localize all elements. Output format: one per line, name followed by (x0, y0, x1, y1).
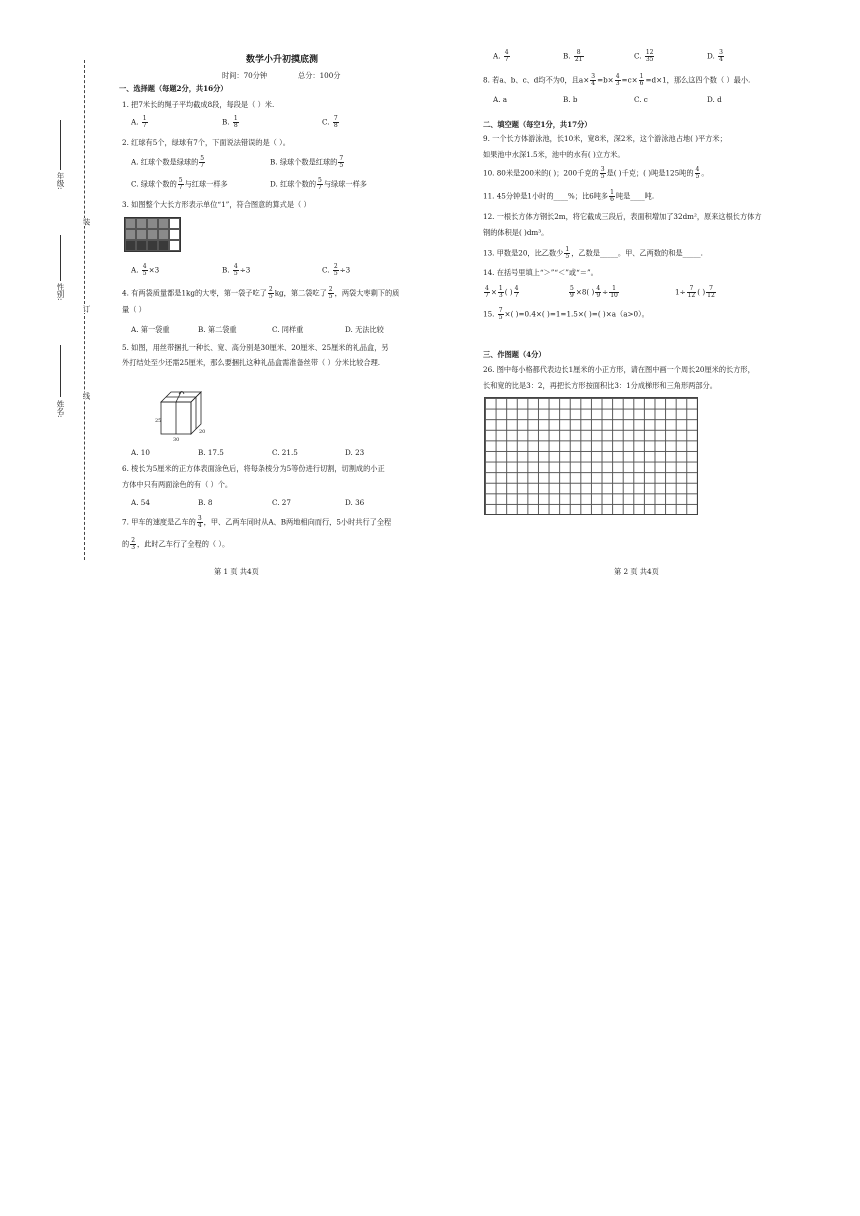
q6-line-2: 方体中只有两面涂色的有（ ）个。 (122, 480, 233, 489)
q6-option-a[interactable]: A. 54 (131, 498, 150, 507)
q2-text: 2. 红球有5个，绿球有7个，下面说法错误的是（ ）。 (122, 138, 290, 147)
section-2-heading: 二、填空题（每空1分，共17分） (483, 120, 592, 129)
q5-option-b[interactable]: B. 17.5 (198, 448, 224, 457)
q5-option-c[interactable]: C. 21.5 (272, 448, 298, 457)
q9-line-1: 9. 一个长方体游泳池，长10米，宽8米，深2米，这个游泳池占地( )平方米； (483, 134, 727, 143)
q6-option-d[interactable]: D. 36 (345, 498, 365, 507)
q7-line-2: 的 $\frac{2}{3}$ ，此时乙车行了全程的（ ）。 (122, 537, 230, 551)
q7-option-a[interactable]: A. $\frac{4}{7}$ (493, 49, 509, 63)
q3-rectangle-figure (124, 217, 181, 252)
grade-label: 年级: (56, 172, 65, 190)
name-label: 姓名: (56, 400, 65, 418)
q3-option-b[interactable]: B. $\frac{4}{5}$ ÷3 (222, 263, 251, 277)
q1-text: 1. 把7米长的绳子平均截成8段，每段是（ ）米. (122, 100, 275, 109)
q5-option-d[interactable]: D. 23 (345, 448, 365, 457)
page1-footer: 第 1 页 共4页 (214, 567, 259, 576)
q11-text: 11. 45分钟是1小时的____%；比6吨多 $\frac{1}{6}$ 吨是____吨. (483, 189, 655, 203)
q15-text: 15. $\frac{7}{5}$ ×( )=0.4×( )=1=1.5×( )=( )×a（a>0）。 (483, 307, 649, 321)
q12-line-1: 12. 一根长方体方钢长2m，将它截成三段后，表面积增加了32dm²，原来这根长方体方 (483, 212, 762, 221)
q5-option-a[interactable]: A. 10 (131, 448, 150, 457)
q1-option-c[interactable]: C. $\frac{7}{8}$ (322, 115, 338, 129)
q2-option-b[interactable]: B. 绿球个数是红球的 $\frac{7}{5}$ (270, 155, 344, 169)
q8-option-a[interactable]: A. a (493, 95, 508, 104)
q5-line-1: 5. 如图，用丝带捆扎一种长、宽、高分别是30厘米、20厘米、25厘米的礼品盒，另 (122, 343, 389, 352)
q8-option-c[interactable]: C. c (634, 95, 648, 104)
q14-item-3[interactable]: 1÷ $\frac{7}{12}$ ( ) $\frac{7}{12}$ (675, 285, 715, 299)
q7-option-c[interactable]: C. $\frac{12}{35}$ (634, 49, 654, 63)
q14-item-2[interactable]: $\frac{5}{9}$ ×8( ) $\frac{4}{9}$ ÷ $\frac{1}{10}$ (570, 285, 618, 299)
q7-option-d[interactable]: D. $\frac{3}{4}$ (707, 49, 723, 63)
q4-option-b[interactable]: B. 第二袋重 (198, 325, 237, 334)
q6-option-b[interactable]: B. 8 (198, 498, 213, 507)
binding-ding: 订 (82, 305, 91, 313)
exam-time: 时间：70分钟 (222, 71, 268, 80)
grade-blank-line[interactable] (60, 120, 61, 170)
q7-line-1: 7. 甲车的速度是乙车的 $\frac{3}{4}$ ，甲、乙两车同时从A、B两地相向而行，5小时共行了全程 (122, 515, 392, 529)
q3-text: 3. 如图整个大长方形表示单位“1”，符合图意的算式是（ ） (122, 200, 311, 209)
q4-option-d[interactable]: D. 无法比较 (345, 325, 384, 334)
q2-option-a[interactable]: A. 红球个数是绿球的 $\frac{5}{7}$ (131, 155, 205, 169)
q13-text: 13. 甲数是20，比乙数少 $\frac{1}{5}$ ，乙数是_____。甲、乙两数的和是_____. (483, 246, 703, 260)
q8-option-b[interactable]: B. b (563, 95, 578, 104)
page2-footer: 第 2 页 共4页 (614, 567, 659, 576)
q9-line-2: 如果池中水深1.5米，池中的水有( )立方米。 (483, 150, 625, 159)
q3-option-a[interactable]: A. $\frac{4}{5}$ ×3 (131, 263, 160, 277)
box-label-height: 25 (155, 418, 162, 424)
exam-score: 总分：100分 (298, 71, 341, 80)
q5-line-2: 外打结处至少还需25厘米，那么要捆扎这种礼品盒需准备丝带（ ）分米比较合理. (122, 358, 381, 367)
q2-option-c[interactable]: C. 绿球个数的 $\frac{5}{7}$ 与红球一样多 (131, 177, 228, 191)
q26-drawing-grid[interactable] (484, 397, 698, 515)
q14-item-1[interactable]: $\frac{4}{7}$ × $\frac{1}{3}$ ( ) $\frac{4}{7}$ (485, 285, 519, 299)
q4-line-1: 4. 有两袋质量都是1kg的大枣，第一袋子吃了 $\frac{2}{5}$ kg，第二袋吃了 $\frac{2}{5}$ ，两袋大枣剩下的质 (122, 286, 400, 300)
exam-title: 数学小升初摸底测 (246, 55, 319, 65)
gender-label: 性别: (56, 283, 65, 301)
q1-option-b[interactable]: B. $\frac{1}{8}$ (222, 115, 238, 129)
section-3-heading: 三、作图题（4分） (483, 350, 546, 359)
q12-line-2: 钢的体积是( )dm³。 (483, 228, 549, 237)
q3-option-c[interactable]: C. $\frac{2}{5}$ ÷3 (322, 263, 351, 277)
q7-option-b[interactable]: B. $\frac{8}{21}$ (563, 49, 583, 63)
binding-xian: 线 (82, 392, 91, 400)
binding-zhuang: 装 (82, 218, 91, 226)
q10-text: 10. 80米是200米的( )；200千克的 $\frac{3}{5}$ 是( )千克；( )吨是125吨的 $\frac{4}{5}$ 。 (483, 166, 709, 180)
q1-option-a[interactable]: A. $\frac{1}{7}$ (131, 115, 147, 129)
q6-line-1: 6. 棱长为5厘米的正方体表面涂色后，将每条棱分为5等份进行切割，切割成的小正 (122, 464, 385, 473)
name-blank-line[interactable] (60, 345, 61, 397)
box-label-width: 20 (199, 429, 206, 435)
gift-box-figure (155, 388, 215, 443)
q8-option-d[interactable]: D. d (707, 95, 722, 104)
q26-line-1: 26. 图中每小格都代表边长1厘米的小正方形，请在图中画一个周长20厘米的长方形， (483, 365, 755, 374)
q2-option-d[interactable]: D. 红球个数的 $\frac{5}{7}$ 与绿球一样多 (270, 177, 367, 191)
q26-line-2: 长和宽的比是3：2，再把长方形按面积比3：1分成梯形和三角形两部分。 (483, 381, 717, 390)
box-label-length: 30 (173, 437, 180, 443)
q14-text: 14. 在括号里填上“＞”“＜”或“＝”。 (483, 268, 598, 277)
q4-option-c[interactable]: C. 同样重 (272, 325, 304, 334)
q8-text: 8. 若a、b、c、d均不为0，且a× $\frac{3}{4}$ =b× $\frac{4}{3}$ =c× $\frac{1}{6}$ =d×1，那么这四个数（ ）最小. (483, 73, 751, 87)
section-1-heading: 一、选择题（每题2分，共16分） (119, 84, 228, 93)
q4-line-2: 量（ ） (122, 305, 146, 314)
q4-option-a[interactable]: A. 第一袋重 (131, 325, 170, 334)
q6-option-c[interactable]: C. 27 (272, 498, 291, 507)
gender-blank-line[interactable] (60, 235, 61, 281)
